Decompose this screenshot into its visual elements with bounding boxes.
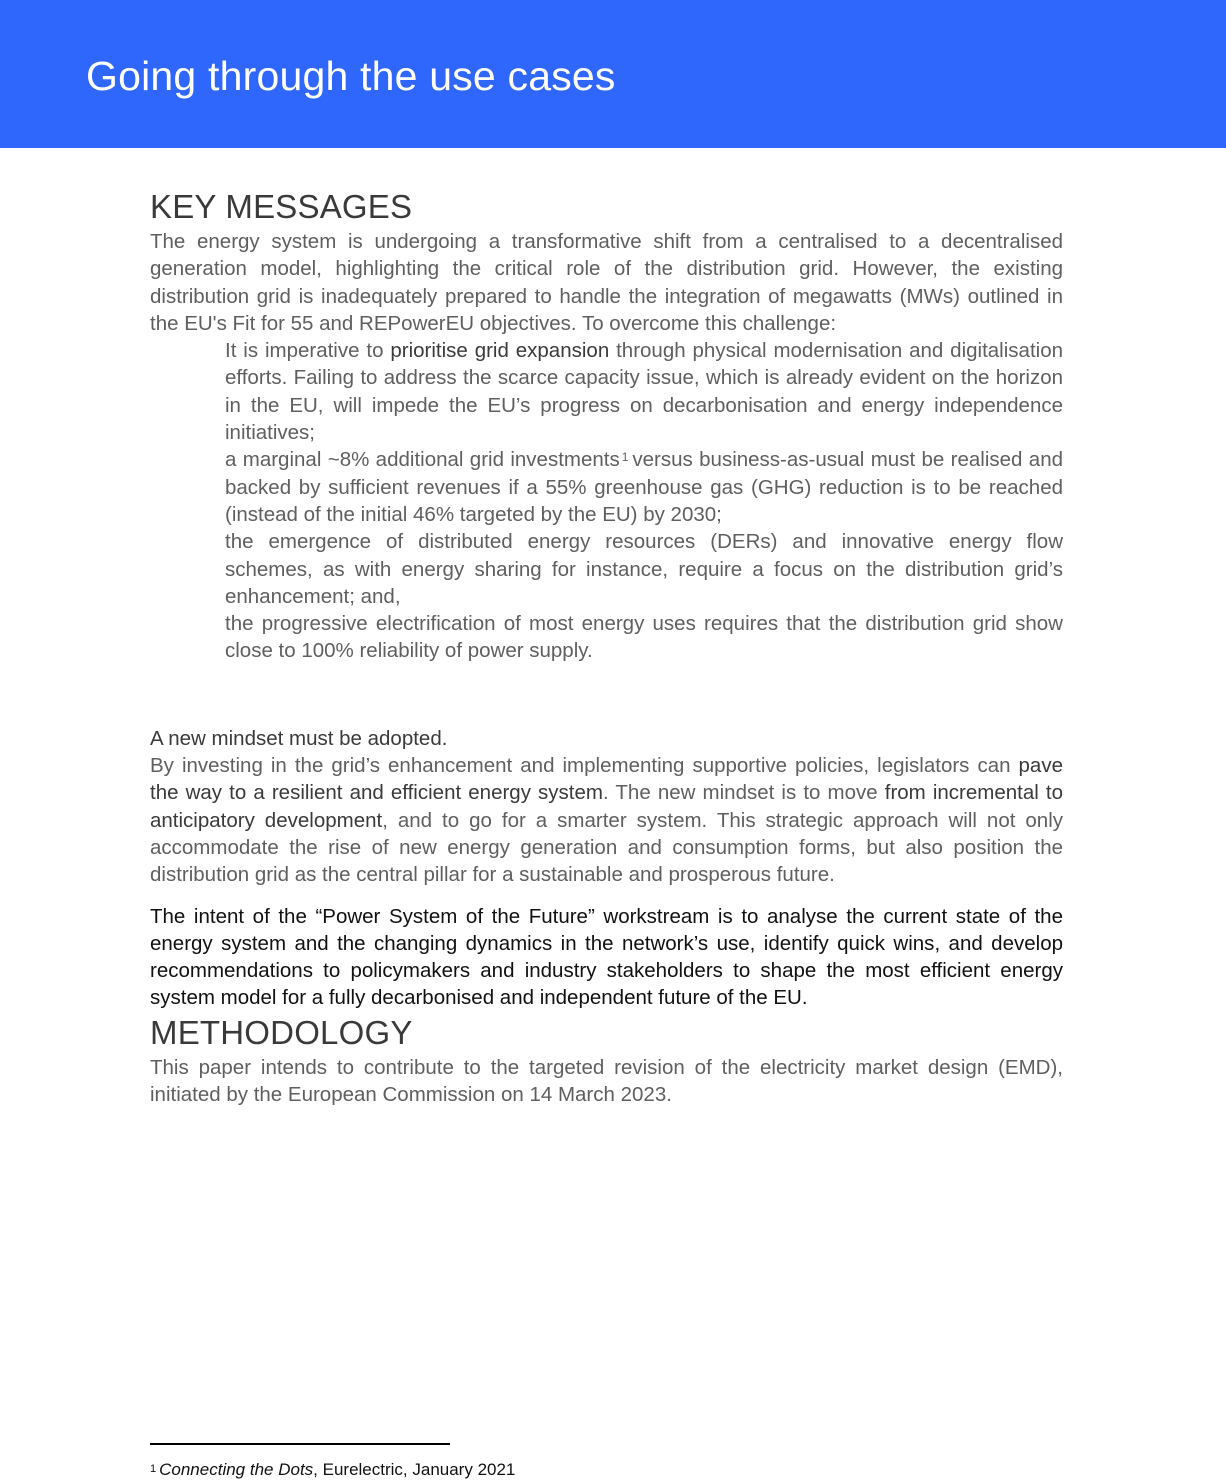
- main-content: [150, 186, 1063, 1108]
- paragraph-emphasis: from incremental to anticipatory development: [150, 781, 1064, 832]
- mindset-paragraph: [150, 752, 1063, 888]
- list-item: [225, 446, 1063, 528]
- mindset-section: [150, 725, 1063, 889]
- paragraph-text: By investing in the grid’s enhancement and implementing supportive policies, legislators can: [150, 754, 1019, 778]
- methodology-paragraph: This paper intends to contribute to the targeted revision of the electricity market design (EMD), initiated by the European Commission on 14 March 2023.: [150, 1055, 1063, 1107]
- paragraph-text: The intent of the “Power System of the Future” workstream is to analyse the current state of the energy system and the changing dynamics in the network’s use, identify: [150, 904, 1063, 955]
- footnote-reference: 1: [621, 450, 629, 465]
- key-messages-section: [150, 186, 1063, 665]
- list-item: [225, 337, 1063, 446]
- page-title: Going through the use cases: [86, 53, 616, 99]
- bullet-text: the progressive electrification of most energy uses requires that the distribution grid show close to 100% reliability of power supply.: [225, 612, 1063, 663]
- paragraph-text: , and to go for a smarter system. This strategic approach will not only accommodate the rise of new energy generation and consumption forms, but also position the distribution grid as the central pillar for a sustainable and prosperous future.: [150, 808, 1063, 887]
- footnote-divider: [150, 1443, 450, 1445]
- mindset-title: A new mindset must be adopted.: [150, 726, 448, 750]
- paragraph-text: , and develop recommendations to policymakers and industry stakeholders to shape the most efficient energy system model for a fully decarbonised and independent future of the EU.: [150, 931, 1063, 1010]
- intent-paragraph: [150, 903, 1063, 1012]
- bullet-text: It is imperative to: [225, 339, 391, 363]
- bullet-text: versus business-as-usual must be realised and backed by sufficient revenues if a 55% greenhouse gas (GHG) reduction is to be reached (instead of the initial 46% targeted by the EU) by 2030;: [225, 448, 1064, 526]
- key-messages-heading: KEY MESSAGES: [150, 188, 413, 225]
- key-messages-list: [225, 337, 1063, 665]
- paragraph-emphasis: pave the way to a resilient and efficient energy system: [150, 754, 1063, 805]
- page-banner: [0, 0, 1226, 148]
- paragraph-text: . The new mindset is to move: [602, 781, 885, 805]
- list-item: [225, 610, 1063, 665]
- methodology-section: [150, 1012, 1063, 1109]
- footnote-number: 1: [150, 1463, 157, 1475]
- bullet-emphasis: prioritise grid expansion: [390, 339, 610, 363]
- footnote-source-detail: , Eurelectric, January 2021: [313, 1460, 516, 1479]
- footnote: [150, 1459, 515, 1481]
- bullet-text: through physical modernisation and digitalisation efforts. Failing to address the scarce capacity issue, which is already evident on the horizon in the EU, will impede the EU’s progress on decarbonisation and energy independence initiatives;: [225, 339, 1063, 445]
- bullet-text: a marginal ~8% additional grid investments: [225, 448, 620, 472]
- footnote-source-title: Connecting the Dots: [159, 1460, 314, 1479]
- methodology-heading: METHODOLOGY: [150, 1013, 413, 1051]
- list-item: [225, 528, 1063, 610]
- intent-section: [150, 903, 1063, 1012]
- bullet-text: the emergence of distributed energy resources (DERs) and innovative energy flow schemes, as with energy sharing for instance, require a focus on the distribution grid’s enhancement; and,: [225, 530, 1063, 608]
- paragraph-emphasis: quick wins: [837, 931, 935, 955]
- key-messages-intro: The energy system is undergoing a transformative shift from a centralised to a decentralised generation model, highlighting the critical role of the distribution grid. However, the existing distribution grid is inadequately prepared to handle the integration of megawatts (MWs) outlined in the EU's Fit for 55 and REPowerEU objectives. To overcome this challenge:: [150, 230, 1063, 335]
